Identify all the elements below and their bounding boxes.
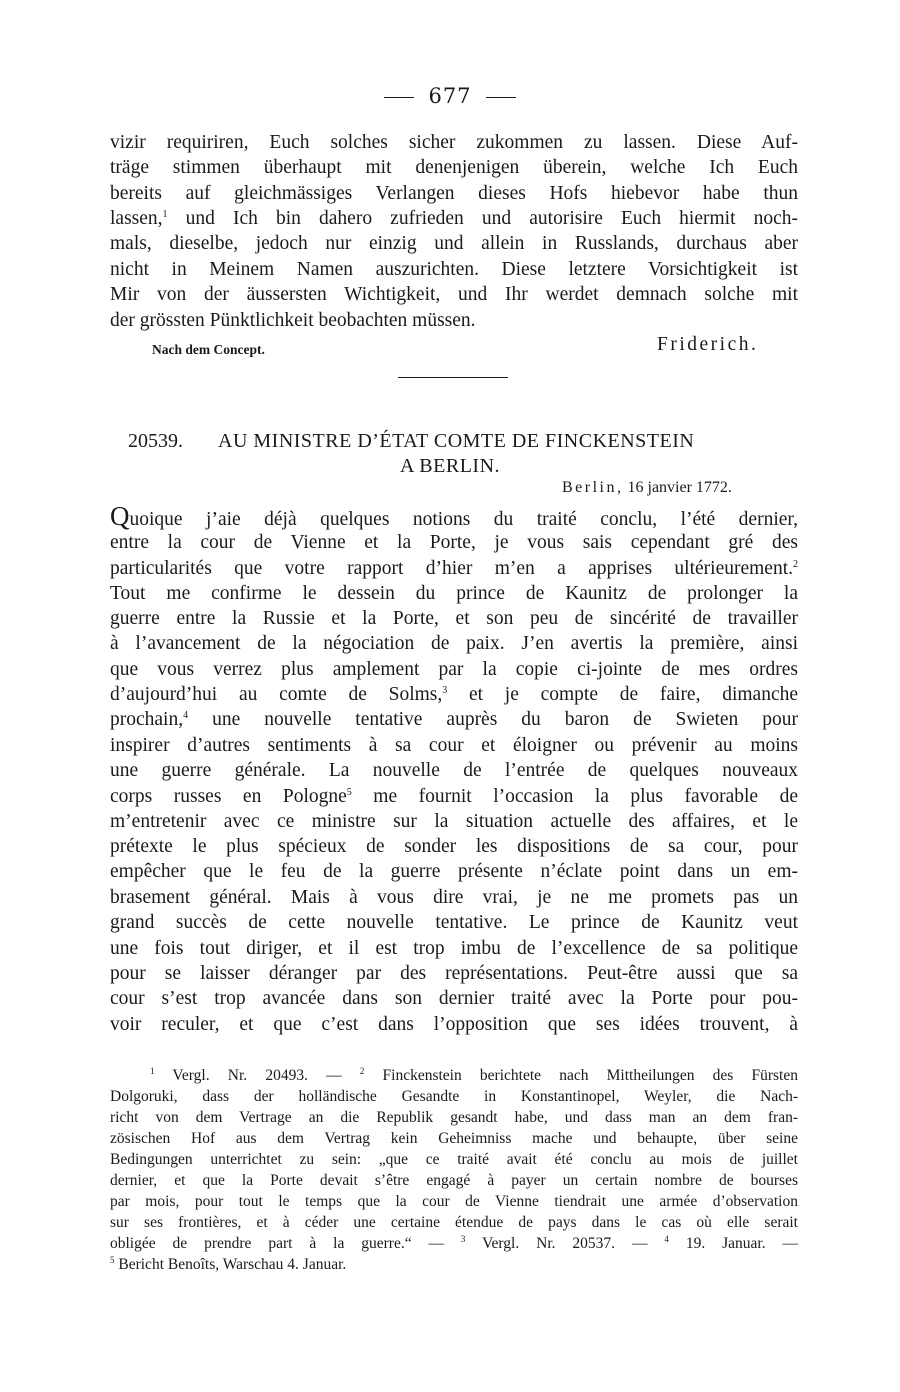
- footnote-text: Bericht Benoîts, Warschau 4. Januar.: [118, 1256, 347, 1273]
- source-note: Nach dem Concept.: [152, 342, 265, 357]
- footnote-ref: 1: [162, 209, 168, 220]
- footnote-line: [150, 1066, 798, 1086]
- text-line: [110, 207, 798, 231]
- text-line: träge stimmen überhaupt mit denenjenigen überein, welche Ich Euch: [110, 157, 798, 178]
- footnote-line: dernier, et que la Porte devait s’être engagé à payer un certain nombre de bourses: [110, 1172, 798, 1189]
- footnote-line: Dolgoruki, dass der holländische Gesandte in Konstantinopel, Weyler, die Nach-: [110, 1088, 798, 1105]
- text-fragment: lassen,: [110, 208, 163, 229]
- text-line: m’entretenir avec ce ministre sur la situation actuelle des affaires, et le: [110, 811, 798, 832]
- footnote-text: obligée de prendre part à la guerre.“ —: [110, 1235, 444, 1252]
- footnote-ref: 2: [793, 559, 798, 570]
- text-line: prétexte le plus spécieux de sonder les dispositions de sa cour, pour: [110, 836, 798, 857]
- section-divider: [398, 377, 508, 378]
- text-line: vizir requiriren, Euch solches sicher zukommen zu lassen. Diese Auf-: [110, 132, 798, 153]
- text-line: [110, 708, 798, 732]
- header-dash-left: [384, 97, 414, 98]
- footnote-ref: 3: [442, 685, 448, 696]
- footnote-text: Vergl. Nr. 20493. —: [172, 1067, 342, 1084]
- footnote-line: richt von dem Vertrage an die Republik gesandt habe, und dass man an dem fran-: [110, 1109, 798, 1126]
- document-title-line2: A BERLIN.: [399, 455, 501, 477]
- text-line: une fois tout diriger, et il est trop imbu de l’excellence de sa politique: [110, 938, 798, 959]
- document-number: 20539.: [128, 430, 183, 452]
- text-line: entre la cour de Vienne et la Porte, je vous sais cependant gré des: [110, 532, 798, 553]
- text-line: une guerre générale. La nouvelle de l’entrée de quelques nouveaux: [110, 760, 798, 781]
- footnote-text: 19. Januar. —: [685, 1235, 799, 1252]
- page-number: 677: [428, 84, 472, 108]
- text-fragment: uoique j’aie déjà quelques notions du traité conclu, l’été dernier,: [129, 509, 798, 530]
- text-line: Mir von der äussersten Wichtigkeit, und Ihr werdet demnach solche mit: [110, 284, 798, 305]
- text-line: pour se laisser déranger par des représentations. Peut-être aussi que sa: [110, 963, 798, 984]
- text-line: bereits auf gleichmässiges Verlangen dieses Hofs hiebevor habe thun: [110, 183, 798, 204]
- footnote-ref: 4: [183, 710, 189, 721]
- footnote-mark: 1: [150, 1066, 155, 1076]
- footnote-line: [110, 1234, 798, 1254]
- text-line: guerre entre la Russie et la Porte, et son peu de sincérité de travailler: [110, 608, 798, 629]
- text-fragment: et je compte de faire, dimanche: [469, 684, 799, 705]
- footnote-ref: 5: [346, 787, 352, 798]
- footnote-mark: 2: [359, 1066, 365, 1076]
- footnote-line: par mois, pour tout le temps que la cour de Vienne tiendrait une armée d’observation: [110, 1193, 798, 1210]
- text-fragment: prochain,: [110, 709, 184, 730]
- text-line: [110, 557, 798, 581]
- text-line: inspirer d’autres sentiments à sa cour et éloigner ou prévenir au moins: [110, 735, 798, 756]
- footnote-line: zösischen Hof aus dem Vertrag kein Geheimniss mache und behaupte, über seine: [110, 1130, 798, 1147]
- text-fragment: d’aujourd’hui au comte de Solms,: [110, 684, 443, 705]
- text-fragment: corps russes en Pologne: [110, 786, 347, 807]
- document-title: AU MINISTRE D’ÉTAT COMTE DE FINCKENSTEIN: [218, 430, 695, 452]
- text-line: nicht in Meinem Namen auszurichten. Diese letztere Vorsichtigkeit ist: [110, 259, 798, 280]
- text-line: [110, 501, 798, 532]
- footnote-text: Vergl. Nr. 20537. —: [482, 1235, 648, 1252]
- text-line: mals, dieselbe, jedoch nur einzig und allein in Russlands, durchaus aber: [110, 233, 798, 254]
- text-line: empêcher que le feu de la guerre présente n’éclate point dans un em-: [110, 861, 798, 882]
- text-fragment: une nouvelle tentative auprès du baron de Swieten pour: [212, 709, 798, 730]
- text-line: der grössten Pünktlichkeit beobachten müssen.: [110, 310, 476, 331]
- text-fragment: und Ich bin dahero zufrieden und autorisire Euch hiermit noch-: [185, 208, 798, 229]
- signature: Friderich.: [657, 334, 759, 355]
- text-line: cour s’est trop avancée dans son dernier traité avec la Porte pour pou-: [110, 988, 798, 1009]
- text-fragment: me fournit l’occasion la plus favorable de: [373, 786, 798, 807]
- text-line: Tout me confirme le dessein du prince de Kaunitz de prolonger la: [110, 583, 798, 604]
- footnote-mark: 4: [664, 1234, 669, 1244]
- page-header: [0, 84, 900, 108]
- text-line: que vous verrez plus amplement par la copie ci-jointe de mes ordres: [110, 659, 798, 680]
- text-line: [110, 785, 798, 809]
- footnote-mark: 5: [110, 1255, 115, 1265]
- footnote-line: sur ses frontières, et à céder une certaine étendue de pays dans le cas où elle serait: [110, 1214, 798, 1231]
- text-fragment: particularités que votre rapport d’hier m’en a apprises ultérieurement.: [110, 558, 793, 579]
- footnote-line: [110, 1255, 798, 1275]
- text-line: à l’avancement de la négociation de paix. J’en avertis la première, ainsi: [110, 633, 798, 654]
- text-line: grand succès de cette nouvelle tentative. Le prince de Kaunitz veut: [110, 912, 798, 933]
- dateline: [562, 479, 732, 497]
- footnote-mark: 3: [460, 1234, 466, 1244]
- dateline-date: 16 janvier 1772.: [627, 479, 732, 496]
- text-line: voir reculer, et que c’est dans l’opposition que ses idées trouvent, à: [110, 1014, 798, 1035]
- initial-letter: Q: [110, 501, 130, 531]
- dateline-place: Berlin,: [562, 479, 624, 496]
- footnote-line: Bedingungen unterrichtet zu sein: „que ce traité avait été conclu au mois de juillet: [110, 1151, 798, 1168]
- footnote-text: Finckenstein berichtete nach Mittheilungen des Fürsten: [382, 1067, 798, 1084]
- text-line: brasement général. Mais à vous dire vrai, je ne me promets pas un: [110, 887, 798, 908]
- text-line: [110, 683, 798, 707]
- header-dash-right: [486, 97, 516, 98]
